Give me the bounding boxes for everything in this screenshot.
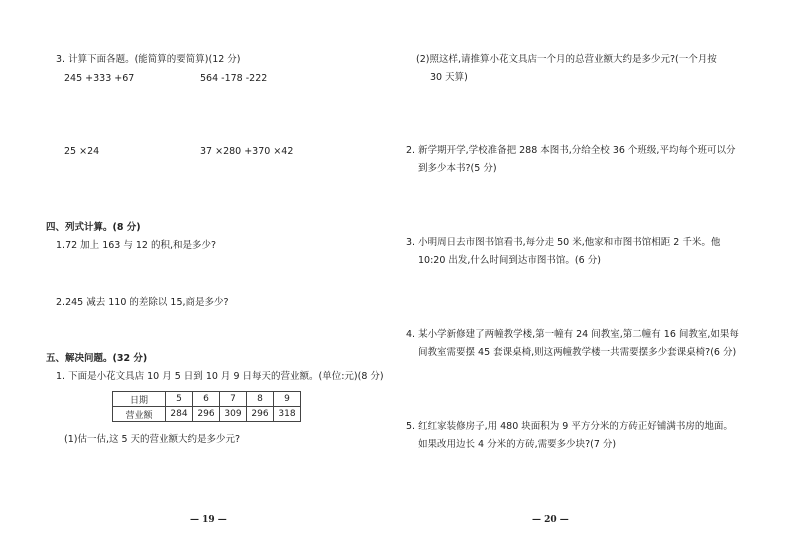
table-header-date: 日期 (113, 392, 166, 407)
table-cell-date: 7 (220, 392, 247, 407)
table-row (113, 407, 301, 422)
table-cell-amount: 309 (220, 407, 247, 422)
question-2-line-1: 2. 新学期开学,学校准备把 288 本图书,分给全校 36 个班级,平均每个班可以分 (406, 145, 736, 156)
question-3-line-1: 3. 小明周日去市图书馆看书,每分走 50 米,他家和市图书馆相距 2 千米。他 (406, 237, 721, 248)
question-3-line-2: 10:20 出发,什么时间到达市图书馆。(6 分) (418, 255, 601, 266)
section-5-question-1-part-1: (1)估一估,这 5 天的营业额大约是多少元? (64, 434, 241, 445)
question-4-line-2: 间教室需要摆 45 套课桌椅,则这两幢教学楼一共需要摆多少套课桌椅?(6 分) (418, 347, 737, 358)
table-header-revenue: 营业额 (113, 407, 166, 422)
question-5-line-2: 如果改用边长 4 分米的方砖,需要多少块?(7 分) (418, 439, 617, 450)
table-cell-date: 9 (274, 392, 301, 407)
question-3-title: 3. 计算下面各题。(能简算的要简算)(12 分) (56, 54, 241, 65)
table-cell-date: 5 (166, 392, 193, 407)
page-number-left: — 19 — (190, 515, 227, 525)
expression-1: 245 +333 +67 (64, 73, 135, 84)
expression-2: 564 -178 -222 (200, 73, 268, 84)
table-cell-amount: 284 (166, 407, 193, 422)
page-number-right: — 20 — (532, 515, 569, 525)
section-5-title: 五、解决问题。(32 分) (46, 353, 148, 364)
table-cell-date: 8 (247, 392, 274, 407)
table-cell-date: 6 (193, 392, 220, 407)
section-5-question-1: 1. 下面是小花文具店 10 月 5 日到 10 月 9 日每天的营业额。(单位:元)(8 分) (56, 371, 384, 382)
table-row (113, 392, 301, 407)
table-cell-amount: 318 (274, 407, 301, 422)
question-4-line-1: 4. 某小学新修建了两幢教学楼,第一幢有 24 间教室,第二幢有 16 间教室,如果每 (406, 329, 739, 340)
table-cell-amount: 296 (247, 407, 274, 422)
section-4-title: 四、列式计算。(8 分) (46, 222, 141, 233)
question-2-line-2: 到多少本书?(5 分) (418, 163, 497, 174)
sales-table (112, 391, 301, 422)
expression-3: 25 ×24 (64, 146, 100, 157)
section-4-question-1: 1.72 加上 163 与 12 的积,和是多少? (56, 240, 217, 251)
question-1-part-2-line-2: 30 天算) (430, 72, 468, 83)
table-cell-amount: 296 (193, 407, 220, 422)
section-4-question-2: 2.245 减去 110 的差除以 15,商是多少? (56, 297, 229, 308)
question-5-line-1: 5. 红红家装修房子,用 480 块面积为 9 平方分米的方砖正好铺满书房的地面。 (406, 421, 733, 432)
question-1-part-2-line-1: (2)照这样,请推算小花文具店一个月的总营业额大约是多少元?(一个月按 (416, 54, 717, 65)
expression-4: 37 ×280 +370 ×42 (200, 146, 294, 157)
